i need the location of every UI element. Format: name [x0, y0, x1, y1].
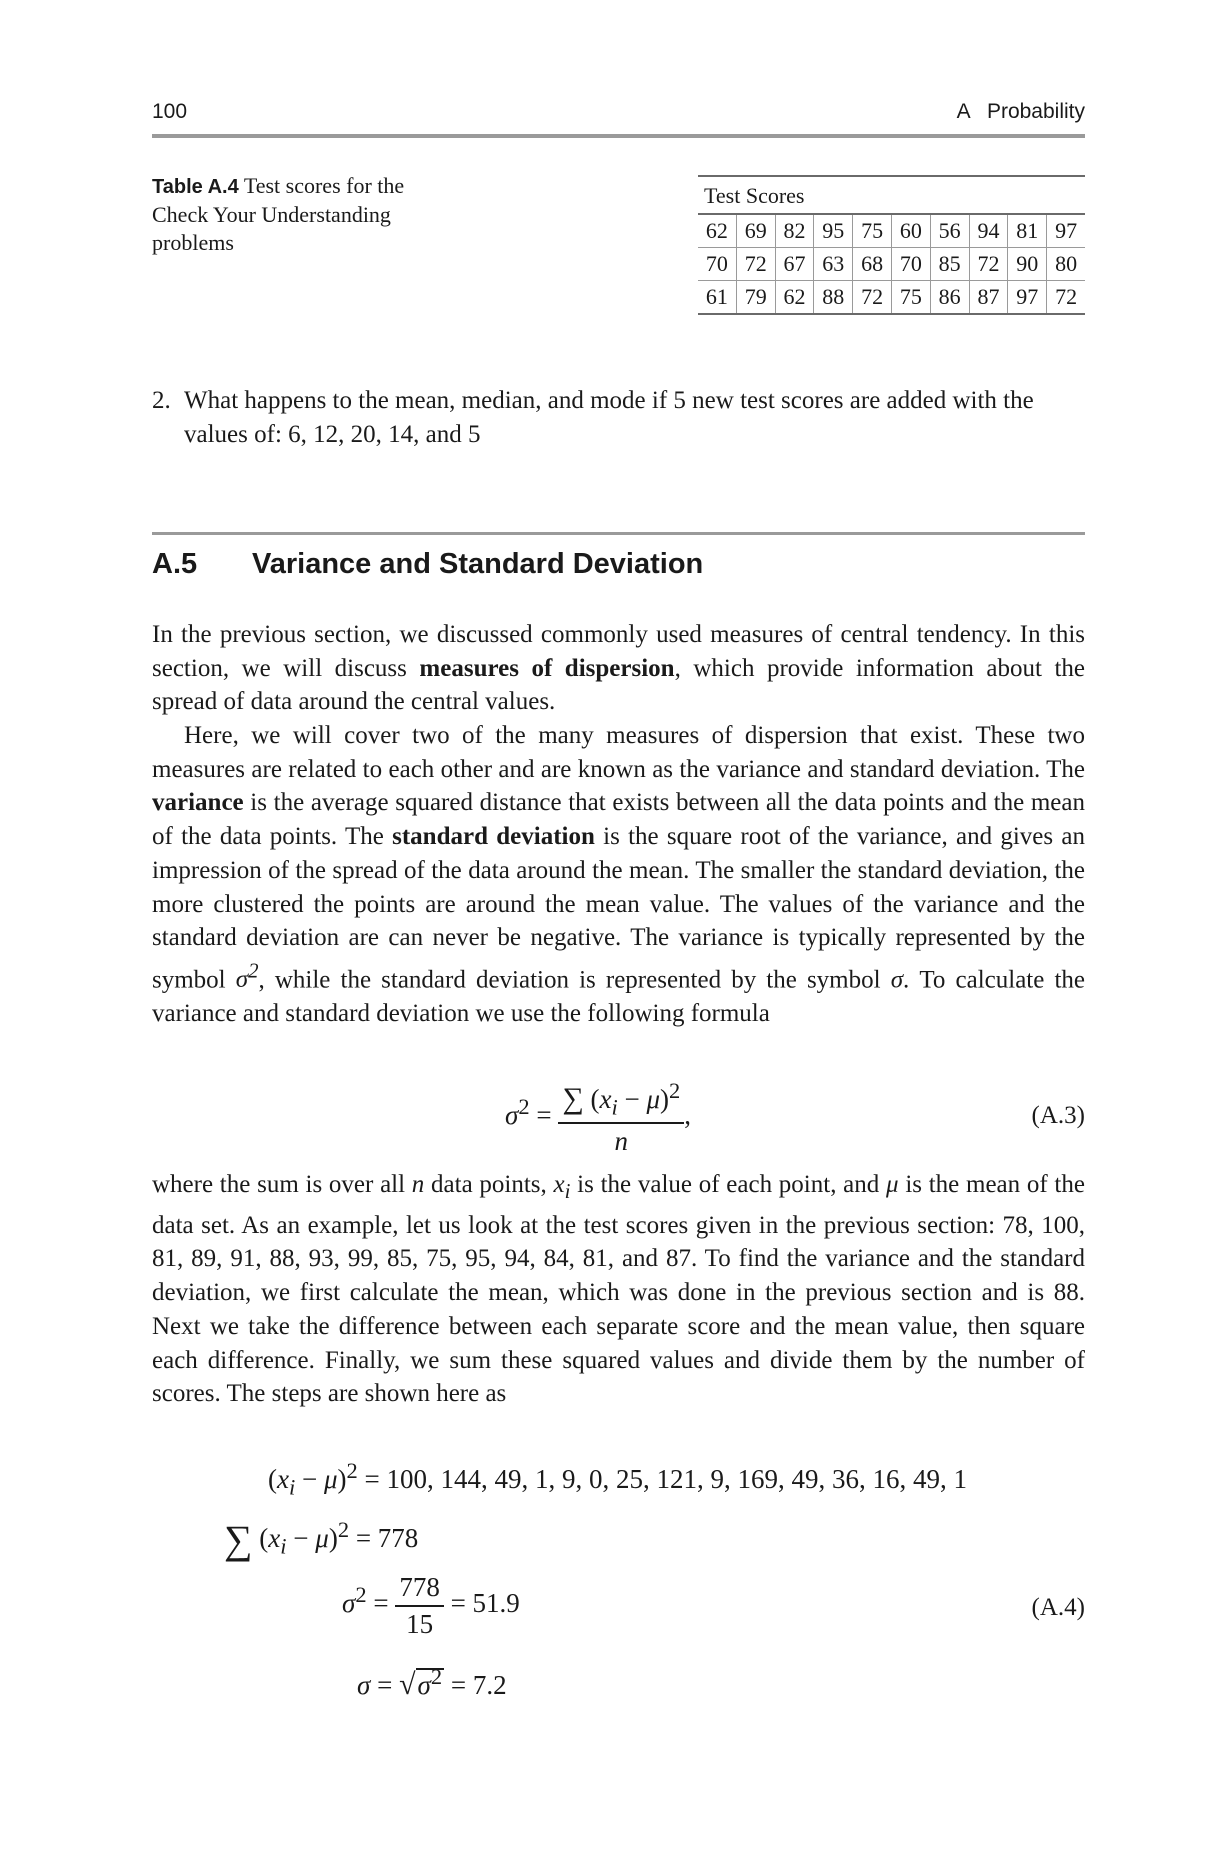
table-cell: 88 — [814, 281, 853, 315]
bold-term: standard deviation — [392, 823, 595, 851]
fraction-numerator: 778 — [395, 1572, 444, 1607]
table-cell: 75 — [853, 214, 892, 248]
equation-a4-line3: $\sigma^2$ = $\frac{778}{15}$ = 51.9 — [342, 1572, 520, 1639]
sum-value: 778 — [377, 1523, 419, 1553]
equation-a4-line2: ∑ $(x_i - \mu)^2 = 778$ — [224, 1517, 419, 1562]
table-cell: 70 — [891, 248, 930, 281]
table-cell: 69 — [736, 214, 775, 248]
table-cell: 97 — [1047, 214, 1085, 248]
text-run: is the mean of the data set. As an example, let us look at the test scores given in the previous section: 78, 100, 81, 89, 91, 88, 93, 99, 85, 75, 95, 94, 84, 81, and 87. To find the variance and the standard deviation, we first calculate the mean, which was done in the previous section and is 88. Next we take the difference between each separate score and the mean value, then square each difference. Finally, we sum these squared values and divide them by the number of scores. The steps are shown here as — [152, 1171, 1085, 1408]
text-run: where the sum is over all — [152, 1171, 412, 1198]
table-cell: 94 — [969, 214, 1008, 248]
bold-term: measures of dispersion — [419, 654, 675, 682]
text-run: is the square root of the variance, and gives an impression of the spread of the data around the mean. The smaller the standard deviation, the more clustered the points are around the mean value. The values of the variance and the standard deviation are can never be negative. The variance is typically represented by the symbol — [152, 823, 1085, 994]
text-run: . To calculate the variance and standard deviation we use the following formula — [152, 966, 1085, 1027]
table-cell: 97 — [1008, 281, 1047, 315]
table-cell: 86 — [930, 281, 969, 315]
table-cell: 80 — [1047, 248, 1085, 281]
text-run: Here, we will cover two of the many measures of dispersion that exist. These two measures are related to each other and are known as the variance and standard deviation. The — [152, 722, 1085, 783]
text-run: is the value of each point, and — [570, 1171, 887, 1198]
equation-a4-line4: $\sigma = √\sigma^2 = 7.2$ — [357, 1664, 507, 1701]
table-cell: 62 — [698, 214, 736, 248]
table-cell: 87 — [969, 281, 1008, 315]
running-title: A Probability — [956, 100, 1085, 123]
variance-result: 51.9 — [472, 1588, 520, 1619]
equation-a4-label: (A.4) — [1031, 1594, 1085, 1621]
text-run: data points, — [424, 1171, 554, 1198]
squared-differences: 100, 144, 49, 1, 9, 0, 25, 121, 9, 169, 49, 36, 16, 49, 1 — [386, 1464, 968, 1494]
problem-text: What happens to the mean, median, and mode if 5 new test scores are added with the values of: 6, 12, 20, 14, and 5 — [184, 387, 1034, 448]
section-divider — [152, 532, 1085, 535]
problem-number: 2. — [152, 387, 171, 414]
equation-a4-line1: $(x_i - \mu)^2 = 100$, 144, 49, 1, 9, 0, 25, 121, 9, 169, 49, 36, 16, 49, 1 — [268, 1458, 968, 1500]
equation-a3: $\sigma^2$ = $\frac{\sum (x_i - \mu)^2}{n}$ , — [505, 1078, 691, 1157]
table-label: Table A.4 — [152, 176, 239, 198]
problem-item — [152, 384, 1085, 452]
n-symbol: n — [411, 1171, 425, 1198]
page-header — [152, 100, 1085, 138]
test-scores-table — [698, 175, 1085, 315]
fraction-denominator: 15 — [406, 1609, 434, 1639]
table-cell: 95 — [814, 214, 853, 248]
sigma-symbol: σ — [890, 966, 904, 994]
table-cell: 61 — [705, 284, 728, 309]
table-cell: 72 — [1047, 281, 1085, 315]
table-cell: 81 — [1008, 214, 1047, 248]
text-run: , which provide information about the spread of data around the central values. — [152, 654, 1086, 716]
paragraph-definitions — [152, 719, 1085, 1031]
table-cell: 72 — [736, 248, 775, 281]
table-cell: 72 — [853, 281, 892, 315]
table-cell: 75 — [891, 281, 930, 315]
table-cell: 85 — [930, 248, 969, 281]
section-number: A.5 — [152, 548, 198, 580]
table-caption — [152, 172, 452, 257]
section-title: Variance and Standard Deviation — [252, 548, 704, 580]
table-cell: 79 — [736, 281, 775, 315]
mu-symbol: μ — [886, 1171, 899, 1198]
table-cell: 68 — [853, 248, 892, 281]
text-run: In the previous section, we discussed commonly used measures of central tendency. In this section, we will discuss — [152, 621, 1085, 682]
text-run: is the average squared distance that exists between all the data points and the mean of the data points. The — [152, 789, 1085, 851]
table-cell: 70 — [698, 248, 736, 281]
table-row — [698, 214, 1085, 248]
xi-symbol: $x_i$ — [553, 1171, 571, 1203]
text-run: , while the standard deviation is represented by the symbol — [258, 966, 891, 994]
paragraph-intro — [152, 618, 1085, 719]
table-cell: 63 — [814, 248, 853, 281]
table-cell: 90 — [1008, 248, 1047, 281]
table-cell: 67 — [775, 248, 814, 281]
table-cell: 62 — [775, 281, 814, 315]
page-number: 100 — [152, 100, 188, 123]
table-title: Test Scores — [698, 176, 1085, 214]
table-cell: 60 — [891, 214, 930, 248]
table-cell: 56 — [930, 214, 969, 248]
table-row — [698, 281, 1085, 315]
table-cell: 82 — [775, 214, 814, 248]
paragraph-example — [152, 1168, 1085, 1411]
table-caption-text: Test scores for the Check Your Understanding problems — [152, 173, 405, 255]
sigma-squared-symbol: $\sigma^2$ — [235, 958, 259, 994]
table-cell: 72 — [969, 248, 1008, 281]
table-row — [698, 248, 1085, 281]
bold-term: variance — [152, 789, 244, 817]
std-dev-result: 7.2 — [472, 1670, 507, 1700]
equation-a3-label: (A.3) — [1031, 1102, 1085, 1129]
